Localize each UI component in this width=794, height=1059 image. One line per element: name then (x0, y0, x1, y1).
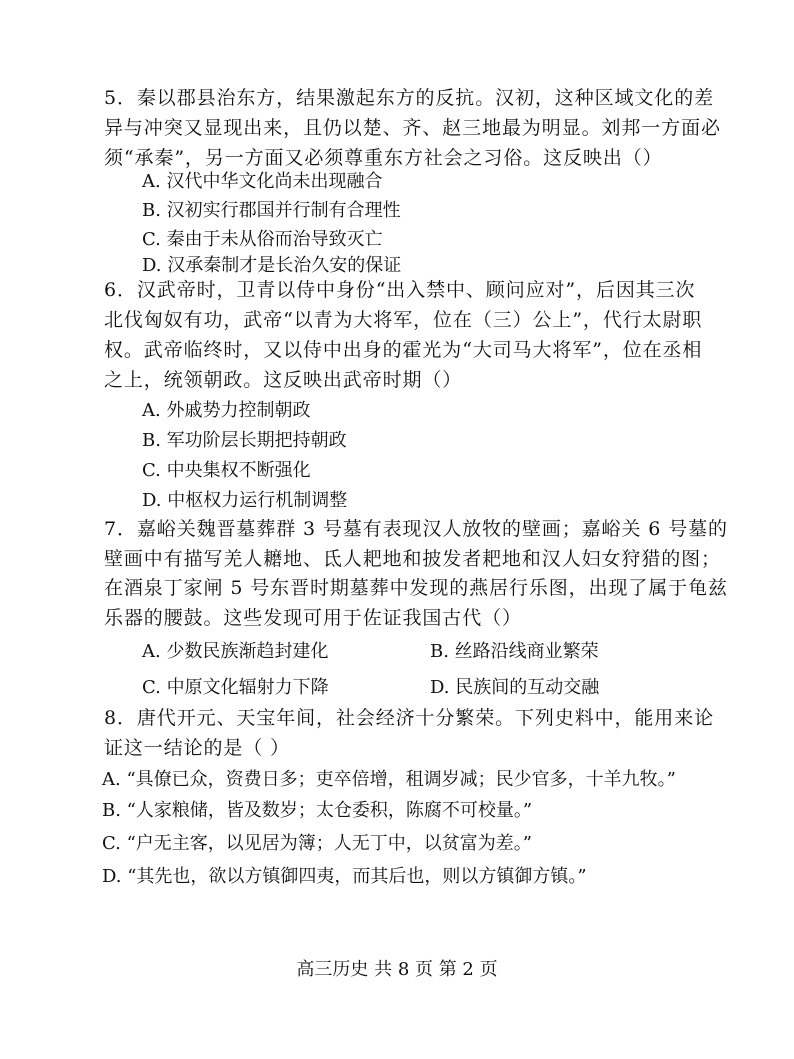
question-7-option-c: C. 中原文化辐射力下降 (142, 677, 329, 698)
question-6-stem-line: 北伐匈奴有功，武帝“以青为大将军，位在（三）公上”，代行太尉职 (104, 309, 703, 331)
question-6-option-d: D. 中枢权力运行机制调整 (142, 490, 348, 511)
question-5-option-d: D. 汉承秦制才是长治久安的保证 (142, 255, 402, 276)
question-5-stem-line: 异与冲突又显现出来，且仍以楚、齐、赵三地最为明显。刘邦一方面必 (104, 117, 721, 139)
question-7-stem-line: 乐器的腰鼓。这些发现可用于佐证我国古代（） (104, 607, 522, 629)
question-7-stem-line: 壁画中有描写羌人耱地、氐人耙地和披发者耙地和汉人妇女狩猎的图； (104, 548, 721, 570)
question-8-stem-line: 证这一结论的是（ ） (104, 737, 291, 759)
question-6-option-b: B. 军功阶层长期把持朝政 (142, 430, 347, 451)
question-8-stem-line: 8．唐代开元、天宝年间，社会经济十分繁荣。下列史料中，能用来论 (104, 707, 714, 729)
question-6-stem-line: 之上，统领朝政。这反映出武帝时期（） (104, 369, 463, 391)
question-6-stem-line: 权。武帝临终时，又以侍中出身的霍光为“大司马大将军”，位在丞相 (104, 339, 703, 361)
question-8-option-c: C. “户无主客，以见居为簿；人无丁中，以贫富为差。” (102, 833, 532, 854)
question-7-option-b: B. 丝路沿线商业繁荣 (430, 641, 599, 662)
question-8-option-d: D. “其先也，欲以方镇御四夷，而其后也，则以方镇御方镇。” (102, 866, 587, 887)
question-5-option-a: A. 汉代中华文化尚未出现融合 (142, 171, 383, 192)
question-7-stem-line: 7．嘉峪关魏晋墓葬群 3 号墓有表现汉人放牧的壁画；嘉峪关 6 号墓的 (104, 518, 728, 540)
question-8-option-b: B. “人家粮储，皆及数岁；太仓委积，陈腐不可校量。” (102, 800, 533, 821)
question-5-option-b: B. 汉初实行郡国并行制有合理性 (142, 200, 401, 221)
question-7-stem-line: 在酒泉丁家闸 5 号东晋时期墓葬中发现的燕居行乐图，出现了属于龟兹 (104, 577, 728, 599)
question-5-stem-line: 须“承秦”，另一方面又必须尊重东方社会之习俗。这反映出（） (104, 147, 663, 169)
question-7-option-a: A. 少数民族渐趋封建化 (142, 641, 329, 662)
question-6-option-c: C. 中央集权不断强化 (142, 460, 311, 481)
question-6-stem-line: 6．汉武帝时，卫青以侍中身份“出入禁中、顾问应对”，后因其三次 (104, 279, 696, 301)
question-5-option-c: C. 秦由于未从俗而治导致灭亡 (142, 229, 383, 250)
question-5-stem-line: 5．秦以郡县治东方，结果激起东方的反抗。汉初，这种区域文化的差 (104, 87, 714, 109)
question-7-option-d: D. 民族间的互动交融 (430, 677, 600, 698)
question-6-option-a: A. 外戚势力控制朝政 (142, 400, 311, 421)
question-8-option-a: A. “具僚已众，资费日多；吏卒倍增，租调岁减；民少官多，十羊九牧。” (102, 769, 676, 790)
page-footer: 高三历史 共 8 页 第 2 页 (296, 959, 498, 980)
